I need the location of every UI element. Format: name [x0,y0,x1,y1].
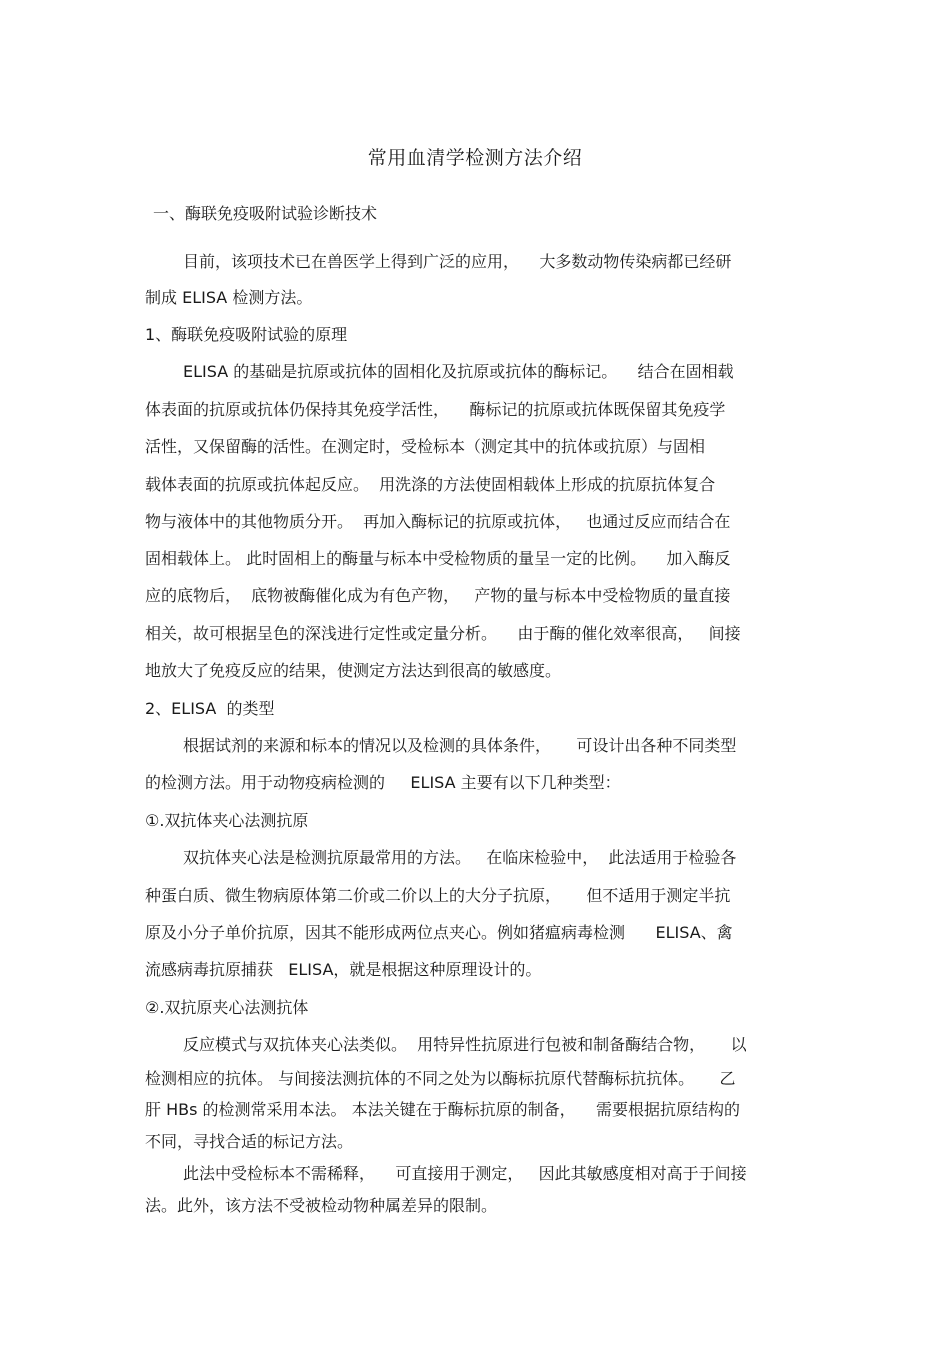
subsection-heading: ②.双抗原夹心法测抗体 [145,998,309,1017]
paragraph-line: 种蛋白质、微生物病原体第二价或二价以上的大分子抗原， 但不适用于测定半抗 [145,886,731,905]
paragraph-line: 固相载体上。 此时固相上的酶量与标本中受检物质的量呈一定的比例。 加入酶反 [145,549,731,568]
paragraph-line: 反应模式与双抗体夹心法类似。 用特异性抗原进行包被和制备酶结合物， 以 [183,1035,747,1054]
paragraph-line: 体表面的抗原或抗体仍保持其免疫学活性， 酶标记的抗原或抗体既保留其免疫学 [145,400,726,419]
paragraph-line: 物与液体中的其他物质分开。 再加入酶标记的抗原或抗体， 也通过反应而结合在 [145,512,731,531]
paragraph-line: 流感病毒抗原捕获 ELISA，就是根据这种原理设计的。 [145,960,542,979]
paragraph-line: 检测相应的抗体。 与间接法测抗体的不同之处为以酶标抗原代替酶标抗抗体。 乙 [145,1069,736,1088]
section-heading: 一、酶联免疫吸附试验诊断技术 [153,204,378,223]
paragraph-line: 法。此外，该方法不受被检动物种属差异的限制。 [145,1196,498,1215]
document-title: 常用血清学检测方法介绍 [367,147,583,169]
paragraph-line: 应的底物后， 底物被酶催化成为有色产物， 产物的量与标本中受检物质的量直接 [145,586,731,605]
paragraph-line: 的检测方法。用于动物疫病检测的 ELISA 主要有以下几种类型： [145,773,621,792]
paragraph-line: 肝 HBs 的检测常采用本法。 本法关键在于酶标抗原的制备， 需要根据抗原结构的 [145,1100,740,1119]
paragraph-line: 制成 ELISA 检测方法。 [145,288,313,307]
subsection-heading: 1、酶联免疫吸附试验的原理 [145,325,348,344]
paragraph-line: 根据试剂的来源和标本的情况以及检测的具体条件， 可设计出各种不同类型 [183,736,737,755]
paragraph-line: 相关，故可根据呈色的深浅进行定性或定量分析。 由于酶的催化效率很高， 间接 [145,624,741,643]
paragraph-line: 双抗体夹心法是检测抗原最常用的方法。 在临床检验中， 此法适用于检验各 [183,848,737,867]
paragraph-line: 不同，寻找合适的标记方法。 [145,1132,354,1151]
paragraph-line: 地放大了免疫反应的结果，使测定方法达到很高的敏感度。 [145,661,562,680]
paragraph-line: ELISA 的基础是抗原或抗体的固相化及抗原或抗体的酶标记。 结合在固相载 [183,362,734,381]
paragraph-line: 原及小分子单价抗原，因其不能形成两位点夹心。例如猪瘟病毒检测 ELISA、禽 [145,923,733,942]
paragraph-line: 载体表面的抗原或抗体起反应。 用洗涤的方法使固相载体上形成的抗原抗体复合 [145,475,716,494]
paragraph-line: 活性，又保留酶的活性。在测定时，受检标本（测定其中的抗体或抗原）与固相 [145,437,706,456]
subsection-heading: ①.双抗体夹心法测抗原 [145,811,309,830]
paragraph-line: 此法中受检标本不需稀释， 可直接用于测定， 因此其敏感度相对高于于间接 [183,1164,747,1183]
subsection-heading: 2、ELISA 的类型 [145,699,275,718]
paragraph-line: 目前，该项技术已在兽医学上得到广泛的应用， 大多数动物传染病都已经研 [183,252,732,271]
